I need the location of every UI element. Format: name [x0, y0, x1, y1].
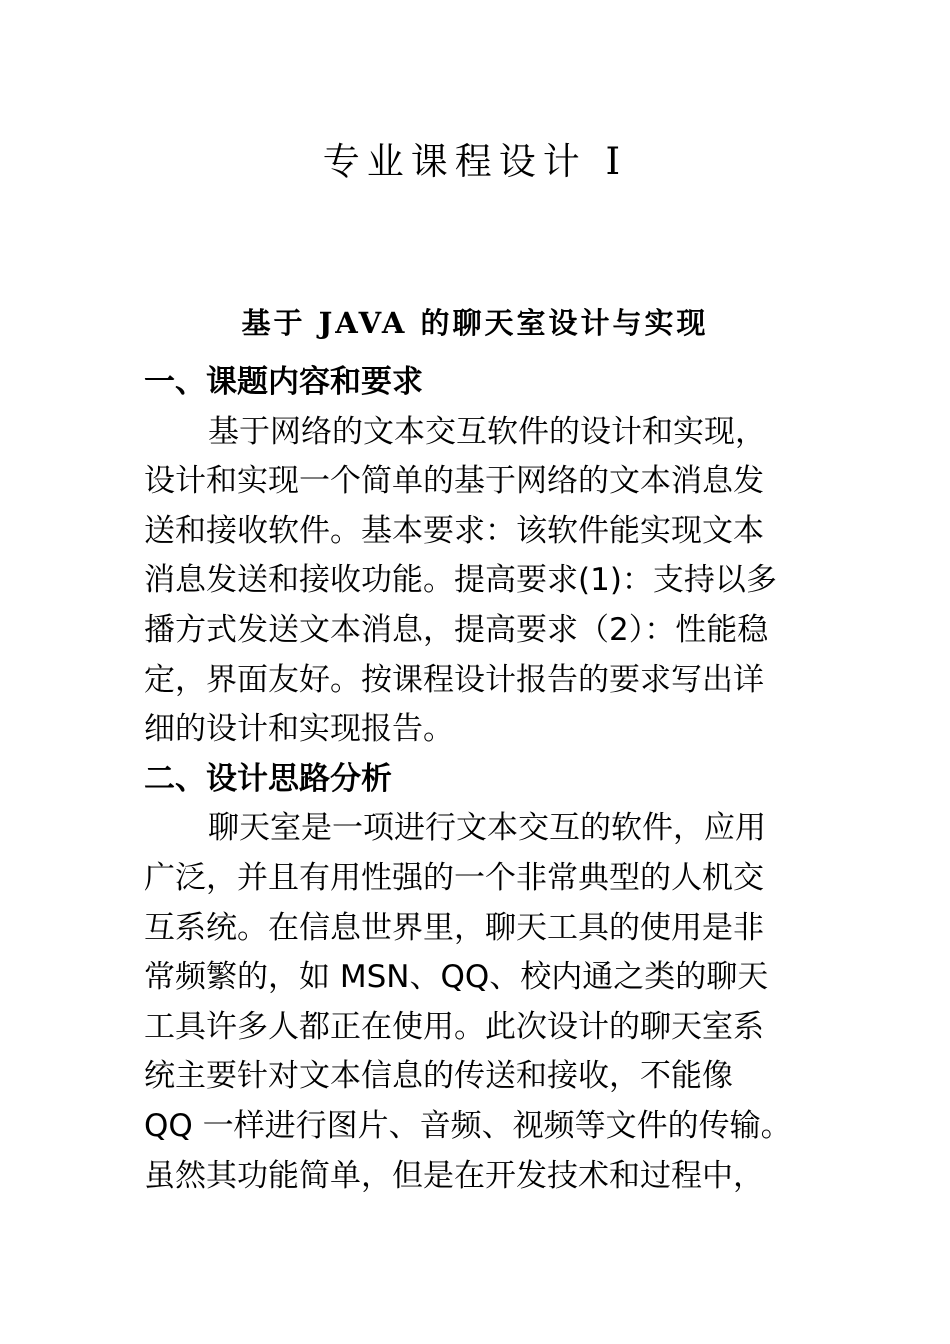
- paragraph-line: 虽然其功能简单，但是在开发技术和过程中，: [144, 1157, 764, 1194]
- section-2-paragraph: [144, 804, 824, 1201]
- paragraph-line: 常频繁的，如 MSN、QQ、校内通之类的聊天: [144, 959, 769, 996]
- paragraph-line: 设计和实现一个简单的基于网络的文本消息发: [144, 463, 764, 500]
- paragraph-line: 工具许多人都正在使用。此次设计的聊天室系: [144, 1008, 764, 1045]
- paragraph-line: 基于网络的文本交互软件的设计和实现，: [208, 413, 766, 450]
- section-1-heading: 一、课题内容和要求: [144, 364, 423, 400]
- document-body: [144, 358, 824, 1201]
- document-subtitle: 基于 JAVA 的聊天室设计与实现: [241, 306, 709, 340]
- paragraph-line: 送和接收软件。基本要求：该软件能实现文本: [144, 512, 764, 549]
- section-1-paragraph: [144, 408, 824, 755]
- paragraph-line: QQ 一样进行图片、音频、视频等文件的传输。: [144, 1107, 792, 1144]
- paragraph-line: 消息发送和接收功能。提高要求(1)：支持以多: [144, 562, 777, 599]
- paragraph-line: 互系统。在信息世界里，聊天工具的使用是非: [144, 909, 764, 946]
- paragraph-line: 聊天室是一项进行文本交互的软件，应用: [208, 810, 766, 847]
- document-title: 专业课程设计 I: [322, 140, 628, 183]
- paragraph-line: 定，界面友好。按课程设计报告的要求写出详: [144, 661, 764, 698]
- section-2-heading: 二、设计思路分析: [144, 760, 392, 797]
- paragraph-line: 统主要针对文本信息的传送和接收，不能像: [144, 1058, 733, 1095]
- paragraph-line: 细的设计和实现报告。: [144, 711, 454, 748]
- paragraph-line: 播方式发送文本消息，提高要求（2）：性能稳: [144, 611, 769, 648]
- paragraph-line: 广泛，并且有用性强的一个非常典型的人机交: [144, 859, 764, 896]
